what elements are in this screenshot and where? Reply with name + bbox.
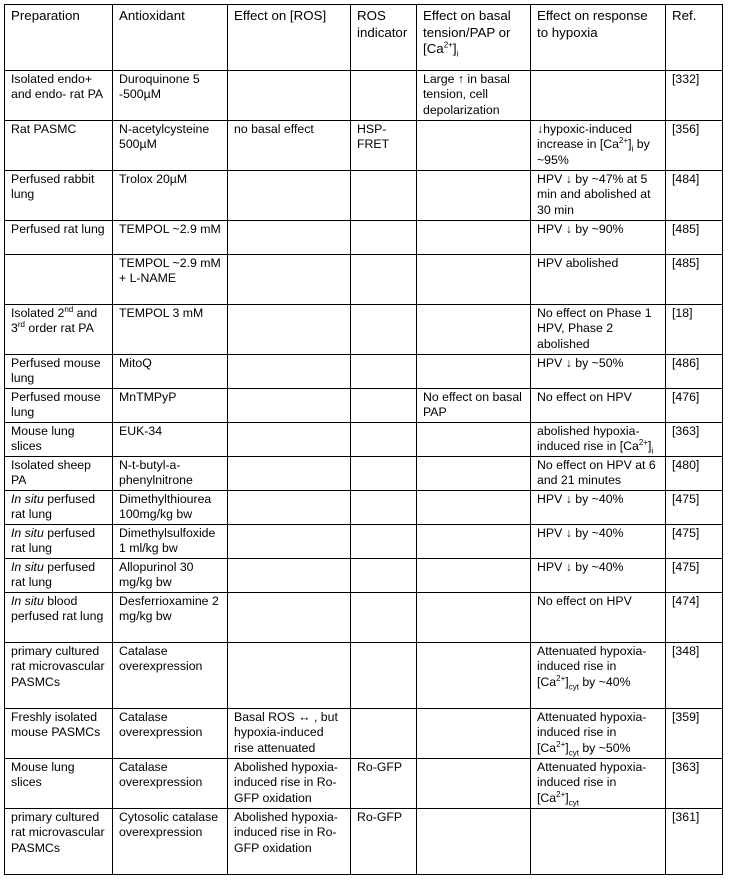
hypoxia-effect-cell: Attenuated hypoxia-induced rise in $[Ca^{2+}]_{cyt}$ by ~50% xyxy=(531,709,666,759)
preparation-cell: Isolated sheep PA xyxy=(5,457,113,491)
hypoxia-effect-cell xyxy=(531,809,666,875)
table-row xyxy=(5,71,723,121)
preparation-cell: Isolated endo+ and endo- rat PA xyxy=(5,71,113,121)
ros-indicator-cell xyxy=(351,643,417,709)
ref-cell: [480] xyxy=(666,457,723,491)
ros-effect-cell xyxy=(228,491,351,525)
hypoxia-effect-cell: abolished hypoxia-induced rise in $[Ca^{2+}]_i$ xyxy=(531,423,666,457)
table-row xyxy=(5,559,723,593)
antioxidant-cell: Catalase overexpression xyxy=(113,709,228,759)
basal-effect-cell xyxy=(417,121,531,171)
hypoxia-effect-cell: HPV ↓ by ~90% xyxy=(531,221,666,255)
hypoxia-effect-cell: HPV ↓ by ~50% xyxy=(531,355,666,389)
ros-effect-cell xyxy=(228,457,351,491)
ros-effect-cell xyxy=(228,525,351,559)
ros-indicator-cell xyxy=(351,593,417,643)
hypoxia-effect-cell: HPV ↓ by ~40% xyxy=(531,525,666,559)
basal-effect-cell: No effect on basal PAP xyxy=(417,389,531,423)
ref-cell: [475] xyxy=(666,491,723,525)
ref-cell: [361] xyxy=(666,809,723,875)
ref-cell: [359] xyxy=(666,709,723,759)
preparation-cell: Mouse lung slices xyxy=(5,423,113,457)
hypoxia-effect-cell: ↓hypoxic-induced increase in $[Ca^{2+}]_i$ by ~95% xyxy=(531,121,666,171)
preparation-cell: Rat PASMC xyxy=(5,121,113,171)
ros-effect-cell xyxy=(228,355,351,389)
ros-effect-cell: Abolished hypoxia-induced rise in Ro-GFP oxidation xyxy=(228,809,351,875)
preparation-cell: In situ blood perfused rat lung xyxy=(5,593,113,643)
table-row xyxy=(5,121,723,171)
preparation-cell: Mouse lung slices xyxy=(5,759,113,809)
antioxidant-cell: Dimethylthiourea 100mg/kg bw xyxy=(113,491,228,525)
antioxidant-cell: N-acetylcysteine 500µM xyxy=(113,121,228,171)
preparation-cell: Perfused rabbit lung xyxy=(5,171,113,221)
ros-indicator-cell: Ro-GFP xyxy=(351,809,417,875)
ref-cell: [474] xyxy=(666,593,723,643)
antioxidant-table xyxy=(4,4,723,875)
preparation-cell: In situ perfused rat lung xyxy=(5,491,113,525)
basal-effect-cell xyxy=(417,457,531,491)
table-row xyxy=(5,355,723,389)
basal-effect-cell xyxy=(417,255,531,305)
hypoxia-effect-cell xyxy=(531,71,666,121)
ros-effect-cell xyxy=(228,643,351,709)
ref-cell: [363] xyxy=(666,759,723,809)
ros-effect-cell: no basal effect xyxy=(228,121,351,171)
ref-cell: [476] xyxy=(666,389,723,423)
table-row xyxy=(5,643,723,709)
table-row xyxy=(5,809,723,875)
table-row xyxy=(5,525,723,559)
table-body xyxy=(5,71,723,875)
table-row xyxy=(5,221,723,255)
basal-effect-cell xyxy=(417,491,531,525)
ros-effect-cell xyxy=(228,389,351,423)
antioxidant-cell: MnTMPyP xyxy=(113,389,228,423)
basal-effect-cell: Large ↑ in basal tension, cell depolarization xyxy=(417,71,531,121)
col-header: ROS indicator xyxy=(351,5,417,71)
ref-cell: [363] xyxy=(666,423,723,457)
antioxidant-cell: TEMPOL ~2.9 mM + L-NAME xyxy=(113,255,228,305)
ros-effect-cell xyxy=(228,305,351,355)
hypoxia-effect-cell: No effect on HPV xyxy=(531,389,666,423)
preparation-cell: In situ perfused rat lung xyxy=(5,525,113,559)
table-header-row xyxy=(5,5,723,71)
ros-effect-cell: Abolished hypoxia-induced rise in Ro-GFP oxidation xyxy=(228,759,351,809)
col-header: Ref. xyxy=(666,5,723,71)
preparation-cell: Isolated 2nd and 3rd order rat PA xyxy=(5,305,113,355)
ros-effect-cell xyxy=(228,593,351,643)
hypoxia-effect-cell: HPV ↓ by ~40% xyxy=(531,491,666,525)
ros-indicator-cell xyxy=(351,71,417,121)
col-header: Preparation xyxy=(5,5,113,71)
ros-indicator-cell xyxy=(351,171,417,221)
basal-effect-cell xyxy=(417,809,531,875)
hypoxia-effect-cell: No effect on Phase 1 HPV, Phase 2 abolished xyxy=(531,305,666,355)
antioxidant-cell: MitoQ xyxy=(113,355,228,389)
preparation-cell: Perfused rat lung xyxy=(5,221,113,255)
ros-indicator-cell xyxy=(351,255,417,305)
ref-cell: [356] xyxy=(666,121,723,171)
table-row xyxy=(5,389,723,423)
table-row xyxy=(5,423,723,457)
preparation-cell: Freshly isolated mouse PASMCs xyxy=(5,709,113,759)
ros-indicator-cell xyxy=(351,355,417,389)
ref-cell: [485] xyxy=(666,221,723,255)
hypoxia-effect-cell: No effect on HPV xyxy=(531,593,666,643)
antioxidant-cell: TEMPOL ~2.9 mM xyxy=(113,221,228,255)
ref-cell: [332] xyxy=(666,71,723,121)
antioxidant-cell: Catalase overexpression xyxy=(113,759,228,809)
table-row xyxy=(5,759,723,809)
ros-effect-cell: Basal ROS ↔ , but hypoxia-induced rise attenuated xyxy=(228,709,351,759)
basal-effect-cell xyxy=(417,643,531,709)
basal-effect-cell xyxy=(417,305,531,355)
table-row xyxy=(5,171,723,221)
ros-indicator-cell xyxy=(351,709,417,759)
hypoxia-effect-cell: HPV ↓ by ~47% at 5 min and abolished at 30 min xyxy=(531,171,666,221)
antioxidant-cell: Cytosolic catalase overexpression xyxy=(113,809,228,875)
hypoxia-effect-cell: No effect on HPV at 6 and 21 minutes xyxy=(531,457,666,491)
basal-effect-cell xyxy=(417,423,531,457)
antioxidant-cell: Allopurinol 30 mg/kg bw xyxy=(113,559,228,593)
ros-indicator-cell xyxy=(351,221,417,255)
ros-indicator-cell: HSP-FRET xyxy=(351,121,417,171)
antioxidant-cell: Trolox 20µM xyxy=(113,171,228,221)
antioxidant-cell: EUK-34 xyxy=(113,423,228,457)
basal-effect-cell xyxy=(417,559,531,593)
basal-effect-cell xyxy=(417,171,531,221)
ros-effect-cell xyxy=(228,71,351,121)
col-header: Effect on basal tension/PAP or $[Ca^{2+}]_i$ xyxy=(417,5,531,71)
preparation-cell: Perfused mouse lung xyxy=(5,355,113,389)
ros-indicator-cell xyxy=(351,423,417,457)
table-row xyxy=(5,709,723,759)
preparation-cell: primary cultured rat microvascular PASMCs xyxy=(5,809,113,875)
hypoxia-effect-cell: Attenuated hypoxia-induced rise in $[Ca^{2+}]_{cyt}$ xyxy=(531,759,666,809)
ros-indicator-cell xyxy=(351,491,417,525)
preparation-cell: In situ perfused rat lung xyxy=(5,559,113,593)
table-row xyxy=(5,457,723,491)
antioxidant-cell: Desferrioxamine 2 mg/kg bw xyxy=(113,593,228,643)
col-header: Antioxidant xyxy=(113,5,228,71)
col-header: Effect on [ROS] xyxy=(228,5,351,71)
hypoxia-effect-cell: Attenuated hypoxia-induced rise in $[Ca^{2+}]_{cyt}$ by ~40% xyxy=(531,643,666,709)
antioxidant-cell: Dimethylsulfoxide 1 ml/kg bw xyxy=(113,525,228,559)
table-row xyxy=(5,255,723,305)
ros-effect-cell xyxy=(228,221,351,255)
preparation-cell: primary cultured rat microvascular PASMCs xyxy=(5,643,113,709)
ros-effect-cell xyxy=(228,255,351,305)
ref-cell: [484] xyxy=(666,171,723,221)
ref-cell: [348] xyxy=(666,643,723,709)
ros-indicator-cell xyxy=(351,457,417,491)
antioxidant-cell: TEMPOL 3 mM xyxy=(113,305,228,355)
antioxidant-cell: Catalase overexpression xyxy=(113,643,228,709)
ros-indicator-cell xyxy=(351,389,417,423)
ref-cell: [475] xyxy=(666,525,723,559)
ros-indicator-cell xyxy=(351,525,417,559)
antioxidant-cell: N-t-butyl-a-phenylnitrone xyxy=(113,457,228,491)
ros-indicator-cell xyxy=(351,305,417,355)
hypoxia-effect-cell: HPV abolished xyxy=(531,255,666,305)
ref-cell: [475] xyxy=(666,559,723,593)
ros-indicator-cell: Ro-GFP xyxy=(351,759,417,809)
basal-effect-cell xyxy=(417,593,531,643)
table-row xyxy=(5,593,723,643)
hypoxia-effect-cell: HPV ↓ by ~40% xyxy=(531,559,666,593)
table-row xyxy=(5,305,723,355)
preparation-cell xyxy=(5,255,113,305)
basal-effect-cell xyxy=(417,759,531,809)
ref-cell: [486] xyxy=(666,355,723,389)
basal-effect-cell xyxy=(417,355,531,389)
antioxidant-cell: Duroquinone 5 -500µM xyxy=(113,71,228,121)
basal-effect-cell xyxy=(417,221,531,255)
ref-cell: [18] xyxy=(666,305,723,355)
ros-effect-cell xyxy=(228,171,351,221)
col-header: Effect on response to hypoxia xyxy=(531,5,666,71)
ros-indicator-cell xyxy=(351,559,417,593)
table-row xyxy=(5,491,723,525)
preparation-cell: Perfused mouse lung xyxy=(5,389,113,423)
ros-effect-cell xyxy=(228,423,351,457)
ros-effect-cell xyxy=(228,559,351,593)
basal-effect-cell xyxy=(417,709,531,759)
basal-effect-cell xyxy=(417,525,531,559)
ref-cell: [485] xyxy=(666,255,723,305)
